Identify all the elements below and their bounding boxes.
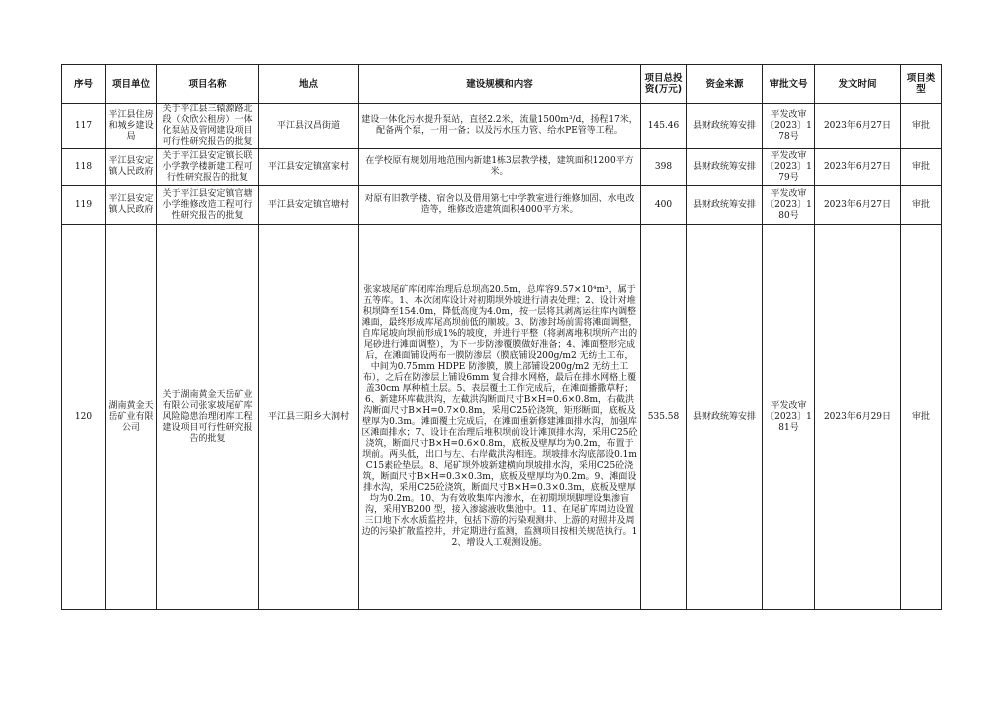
row-funding: 县财政统筹安排	[687, 186, 763, 225]
row-name: 关于平江县安定镇长联小学教学楼新建工程可行性研究报告的批复	[157, 149, 259, 186]
row-unit: 湖南黄金天岳矿业有限公司	[106, 225, 157, 610]
header-funding: 资金来源	[687, 65, 763, 104]
row-location: 平江县汉昌街道	[259, 104, 359, 149]
row-scope: 张家坡尾矿库闭库治理后总坝高20.5m，总库容9.57×10⁴m³，属于五等库。1、本次闭库设计对初期坝外坡进行清表处理；2、设计对堆积坝降至154.0m，降低高度为4.0m，按一层将其剥离运往库内调整滩面，最终形成库尾高坝前低的顺坡。3、防渗封场前需将滩面调整，自库尾坡向坝前形成1%的坡度，并进行平整（将剥离堆积坝所产出的尾砂进行滩面调整），为下一步防渗覆膜做好准备；4、滩面整形完成后，在滩面铺设两布一膜防渗层（膜底铺设200g/m2 无纺土工布，中间为0.75mm HDPE 防渗膜，膜上部铺设200g/m2 无纺土工布），之后在防渗层上铺设6mm 复合排水网格，最后在排水网格上覆盖30cm 厚种植土层。5、表层覆土工作完成后，在滩面播撒草籽；6、新建环库截洪沟，左截洪沟断面尺寸B×H=0.6×0.8m，右截洪沟断面尺寸B×H=0.7×0.8m，采用C25砼浇筑，矩形断面，底板及壁厚为0.3m。滩面覆土完成后，在滩面重新修建滩面排水沟，加强库区滩面排水；7、设计在治理后堆积坝前设计滩顶排水沟，采用C25砼浇筑，断面尺寸B×H=0.6×0.8m，底板及壁厚均为0.2m，布置于坝前。两头低，出口与左、右岸截洪沟相连。坝坡排水沟底部设0.1mC15素砼垫层。8、尾矿坝外坡新建横向坝坡排水沟，采用C25砼浇筑，断面尺寸B×H=0.3×0.3m，底板及壁厚均为0.2m。9、滩面设排水沟，采用C25砼浇筑，断面尺寸B×H=0.3×0.3m，底板及壁厚均为0.2m。10、为有效收集库内渗水，在初期坝坝脚埋设集渗盲沟，采用YB200 型，接入渗滤液收集池中。11、在尾矿库周边设置三口地下水水质监控井，包括下游的污染观测井、上游的对照井及周边的污染扩散监控井，并定期进行监测，监测项目按相关规范执行。12、增设人工观测设施。	[359, 225, 641, 610]
header-doc-no: 审批文号	[763, 65, 815, 104]
row-doc-no: 平发改审〔2023〕179号	[763, 149, 815, 186]
row-investment: 398	[641, 149, 687, 186]
row-type: 审批	[901, 104, 942, 149]
row-name: 关于平江县三辕源路北段（众欣公租房）一体化泵站及管网建设项目可行性研究报告的批复	[157, 104, 259, 149]
row-date: 2023年6月27日	[815, 186, 901, 225]
row-funding: 县财政统筹安排	[687, 149, 763, 186]
row-name: 关于湖南黄金天岳矿业有限公司张家坡尾矿库风险隐患治理闭库工程建设项目可行性研究报告的批复	[157, 225, 259, 610]
row-scope: 建设一体化污水提升泵站，直径2.2米，流量1500m³/d，扬程17米，配备两个泵，一用一备；以及污水压力管、给水PE管等工程。	[359, 104, 641, 149]
row-no: 120	[62, 225, 106, 610]
row-no: 117	[62, 104, 106, 149]
table-row	[62, 149, 942, 186]
header-type: 项目类型	[901, 65, 942, 104]
header-name: 项目名称	[157, 65, 259, 104]
row-type: 审批	[901, 186, 942, 225]
row-scope: 在学校原有规划用地范围内新建1栋3层教学楼，建筑面积1200平方米。	[359, 149, 641, 186]
row-location: 平江县三阳乡大洞村	[259, 225, 359, 610]
table-row	[62, 104, 942, 149]
row-funding: 县财政统筹安排	[687, 104, 763, 149]
table-row	[62, 225, 942, 610]
header-date: 发文时间	[815, 65, 901, 104]
header-no: 序号	[62, 65, 106, 104]
row-type: 审批	[901, 149, 942, 186]
row-location: 平江县安定镇官塘村	[259, 186, 359, 225]
row-unit: 平江县安定镇人民政府	[106, 149, 157, 186]
row-funding: 县财政统筹安排	[687, 225, 763, 610]
header-location: 地点	[259, 65, 359, 104]
row-date: 2023年6月29日	[815, 225, 901, 610]
row-investment: 400	[641, 186, 687, 225]
header-investment: 项目总投资(万元)	[641, 65, 687, 104]
row-location: 平江县安定镇富家村	[259, 149, 359, 186]
row-doc-no: 平发改审〔2023〕181号	[763, 225, 815, 610]
row-unit: 平江县安定镇人民政府	[106, 186, 157, 225]
row-scope: 对原有旧教学楼、宿舍以及借用第七中学教室进行维修加固、水电改造等，维修改造建筑面积4000平方米。	[359, 186, 641, 225]
table-row	[62, 186, 942, 225]
header-unit: 项目单位	[106, 65, 157, 104]
header-row	[62, 65, 942, 104]
header-scope: 建设规模和内容	[359, 65, 641, 104]
row-type: 审批	[901, 225, 942, 610]
row-date: 2023年6月27日	[815, 149, 901, 186]
row-unit: 平江县住房和城乡建设局	[106, 104, 157, 149]
row-name: 关于平江县安定镇官塘小学维修改造工程可行性研究报告的批复	[157, 186, 259, 225]
row-investment: 535.58	[641, 225, 687, 610]
row-investment: 145.46	[641, 104, 687, 149]
row-no: 119	[62, 186, 106, 225]
row-date: 2023年6月27日	[815, 104, 901, 149]
row-no: 118	[62, 149, 106, 186]
row-doc-no: 平发改审〔2023〕178号	[763, 104, 815, 149]
row-doc-no: 平发改审〔2023〕180号	[763, 186, 815, 225]
approvals-table	[61, 64, 942, 610]
